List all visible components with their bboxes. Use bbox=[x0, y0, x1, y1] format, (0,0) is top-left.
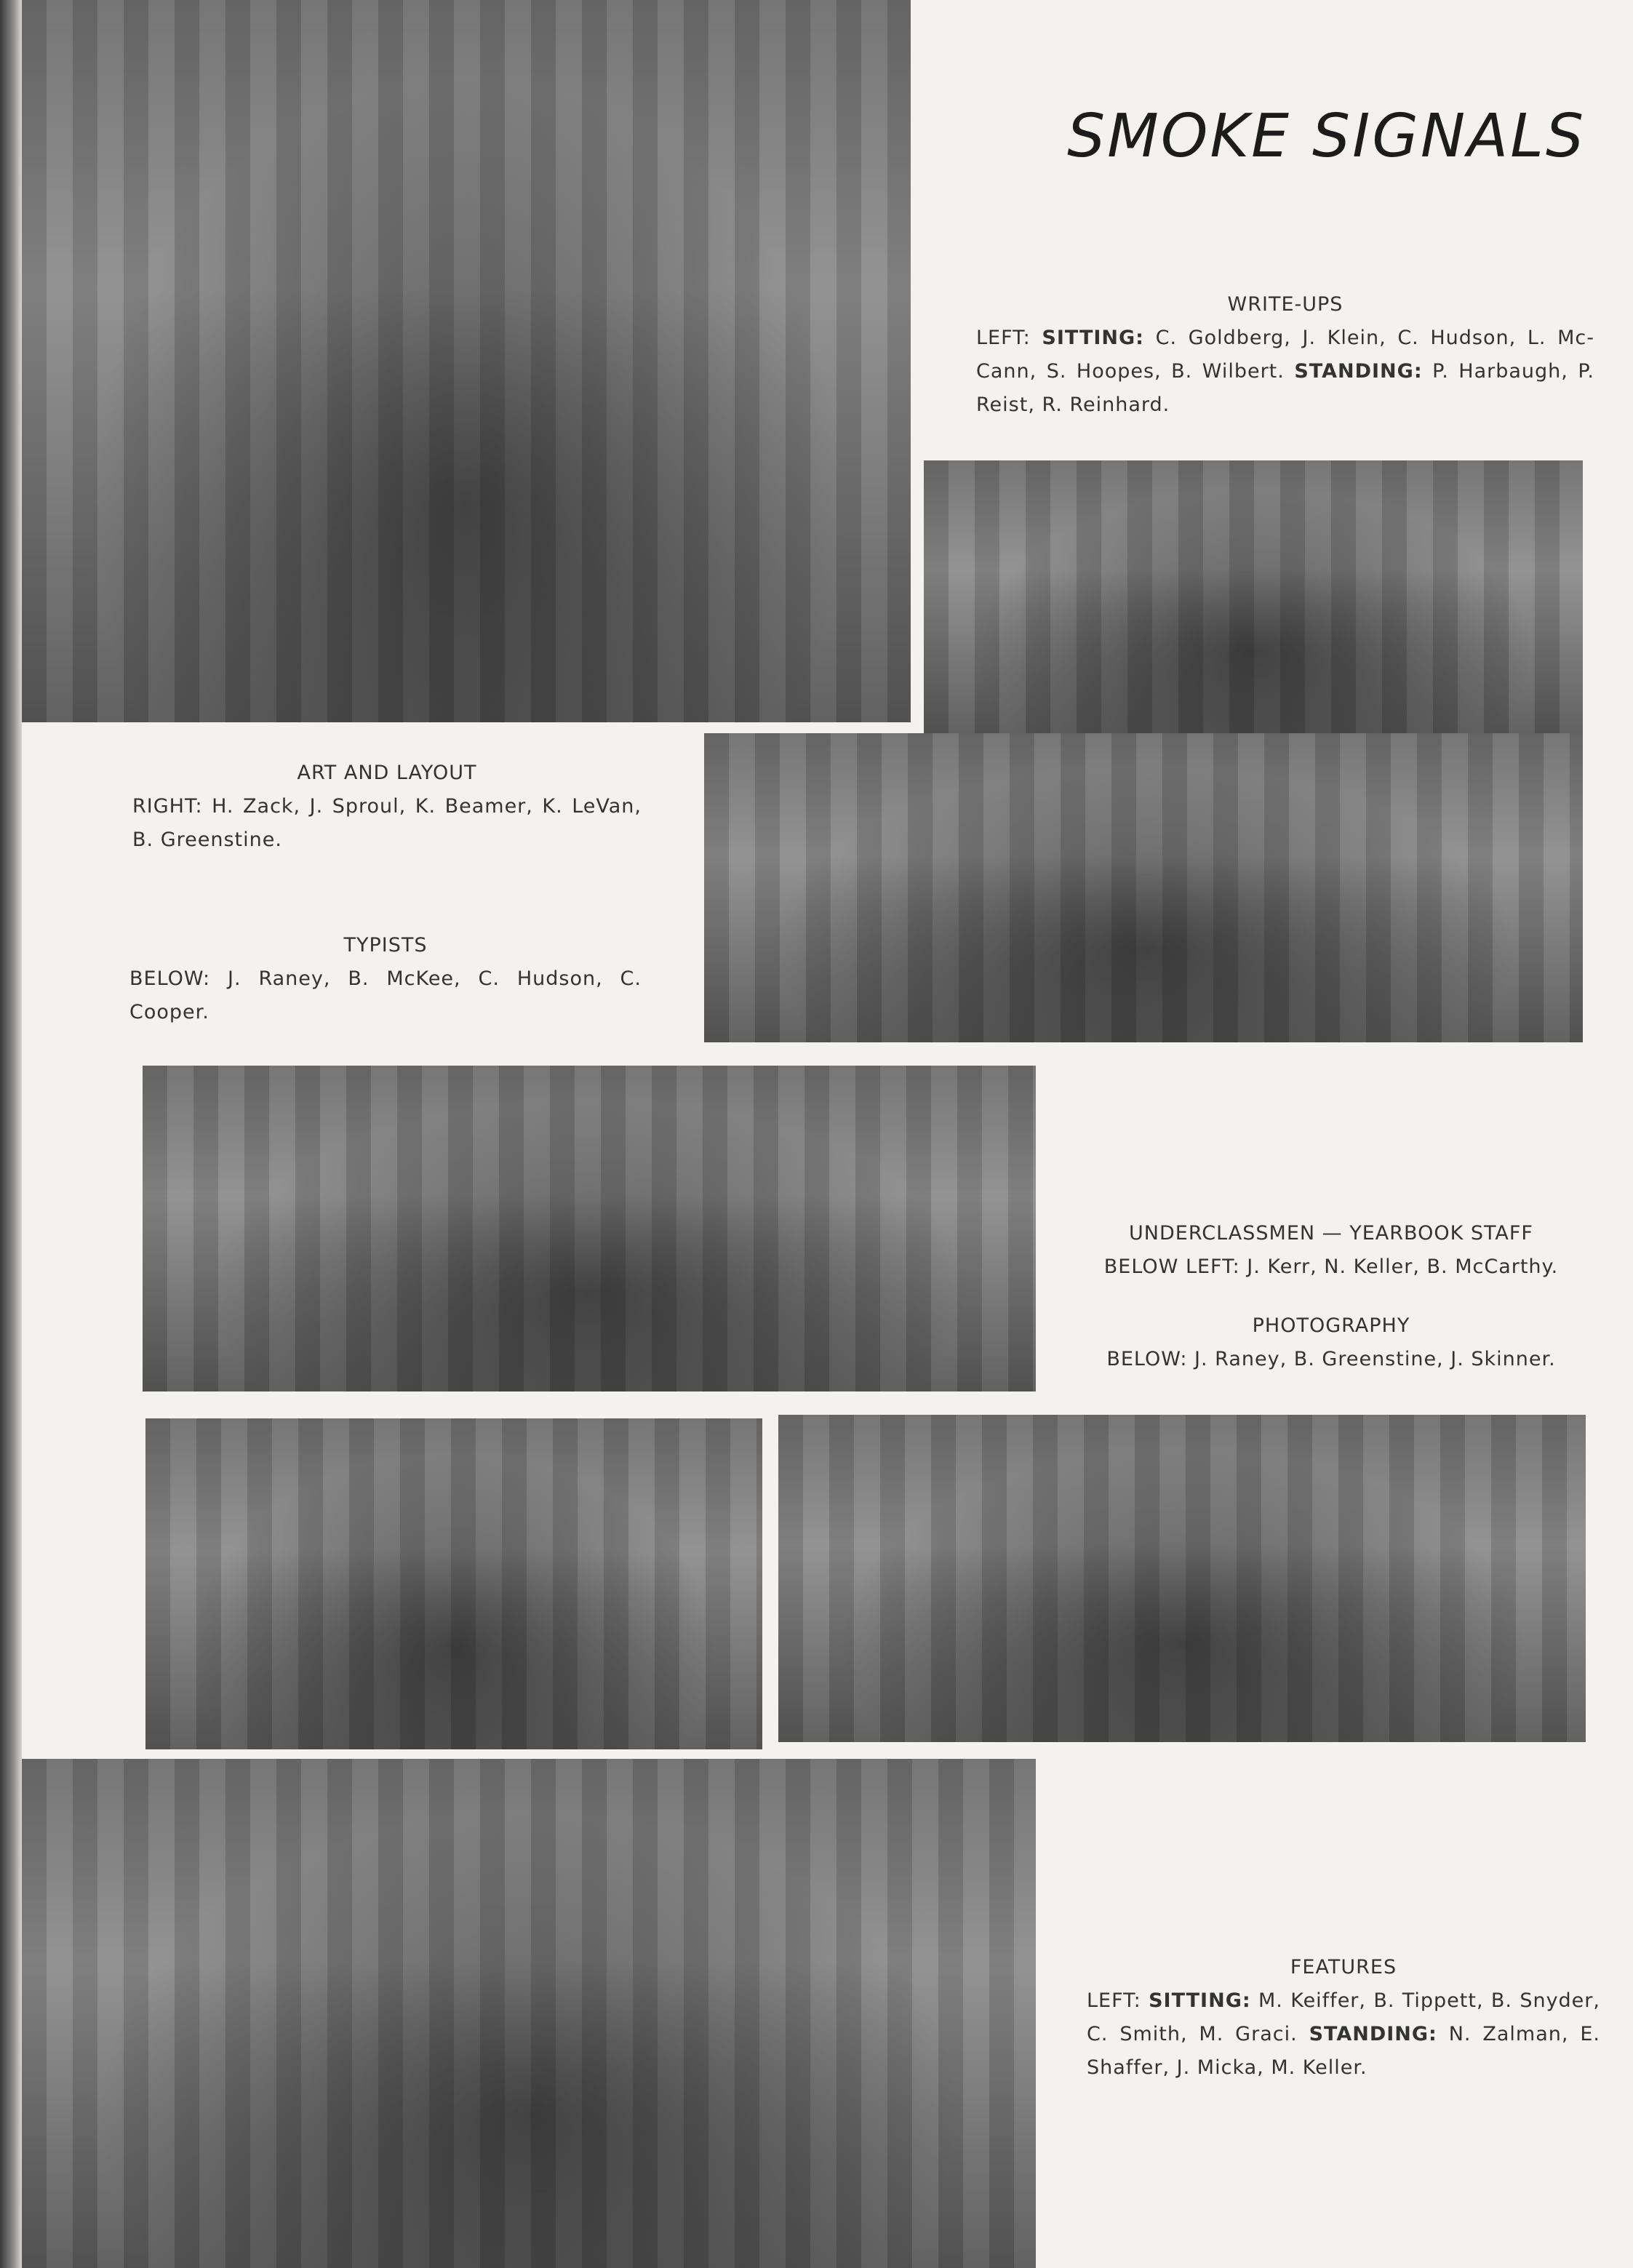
caption-text: C. Goldberg, J. Klein, C. Hudson, L. Mc-Cann, S. Hoopes, B. Wilbert. bbox=[976, 327, 1594, 383]
caption-text: LEFT: bbox=[1087, 1989, 1149, 2012]
caption-text: P. Harbaugh, P. Reist, R. Reinhard. bbox=[976, 360, 1594, 416]
caption-text: LEFT: bbox=[976, 327, 1042, 349]
caption-body: BELOW LEFT: J. Kerr, N. Keller, B. McCarthy. bbox=[1103, 1255, 1559, 1278]
caption-body: BELOW: J. Raney, B. McKee, C. Hudson, C. Cooper. bbox=[129, 967, 642, 1023]
caption-heading: ART AND LAYOUT bbox=[297, 762, 477, 784]
caption-heading: WRITE-UPS bbox=[1227, 293, 1343, 316]
photo-photography-group bbox=[778, 1415, 1586, 1742]
page-title: SMOKE SIGNALS bbox=[1067, 102, 1586, 171]
caption-heading: UNDERCLASSMEN — YEARBOOK STAFF bbox=[1129, 1222, 1533, 1245]
photo-write-ups-group bbox=[22, 0, 911, 722]
caption-typists bbox=[129, 929, 642, 1029]
photo-features-group bbox=[22, 1759, 1036, 2268]
caption-body bbox=[1087, 1984, 1600, 2085]
caption-body bbox=[976, 322, 1594, 422]
caption-heading: FEATURES bbox=[1290, 1956, 1397, 1978]
caption-heading: TYPISTS bbox=[343, 934, 428, 957]
caption-body: RIGHT: H. Zack, J. Sproul, K. Beamer, K. LeVan, B. Greenstine. bbox=[132, 795, 642, 851]
caption-write-ups bbox=[976, 288, 1594, 422]
photo-art-layout-group bbox=[924, 460, 1583, 733]
caption-label-sitting: SITTING: bbox=[1042, 327, 1144, 349]
caption-label-sitting: SITTING: bbox=[1149, 1989, 1251, 2012]
photo-art-layout-group-lower bbox=[704, 733, 1583, 1042]
caption-features bbox=[1087, 1951, 1600, 2085]
photo-underclassmen-group bbox=[145, 1418, 762, 1749]
caption-art-layout bbox=[132, 756, 642, 857]
caption-label-standing: STANDING: bbox=[1294, 360, 1423, 383]
photo-typists-group bbox=[143, 1066, 1036, 1391]
caption-body: BELOW: J. Raney, B. Greenstine, J. Skinner. bbox=[1106, 1348, 1556, 1370]
page-binding-edge bbox=[0, 0, 22, 2268]
caption-text: N. Zalman, E. Shaffer, J. Micka, M. Keller. bbox=[1087, 2023, 1600, 2079]
caption-underclassmen bbox=[1077, 1217, 1586, 1284]
caption-heading: PHOTOGRAPHY bbox=[1252, 1314, 1410, 1337]
caption-text: M. Keiffer, B. Tippett, B. Snyder, C. Smith, M. Graci. bbox=[1087, 1989, 1600, 2045]
caption-photography bbox=[1077, 1309, 1586, 1376]
caption-label-standing: STANDING: bbox=[1309, 2023, 1437, 2045]
